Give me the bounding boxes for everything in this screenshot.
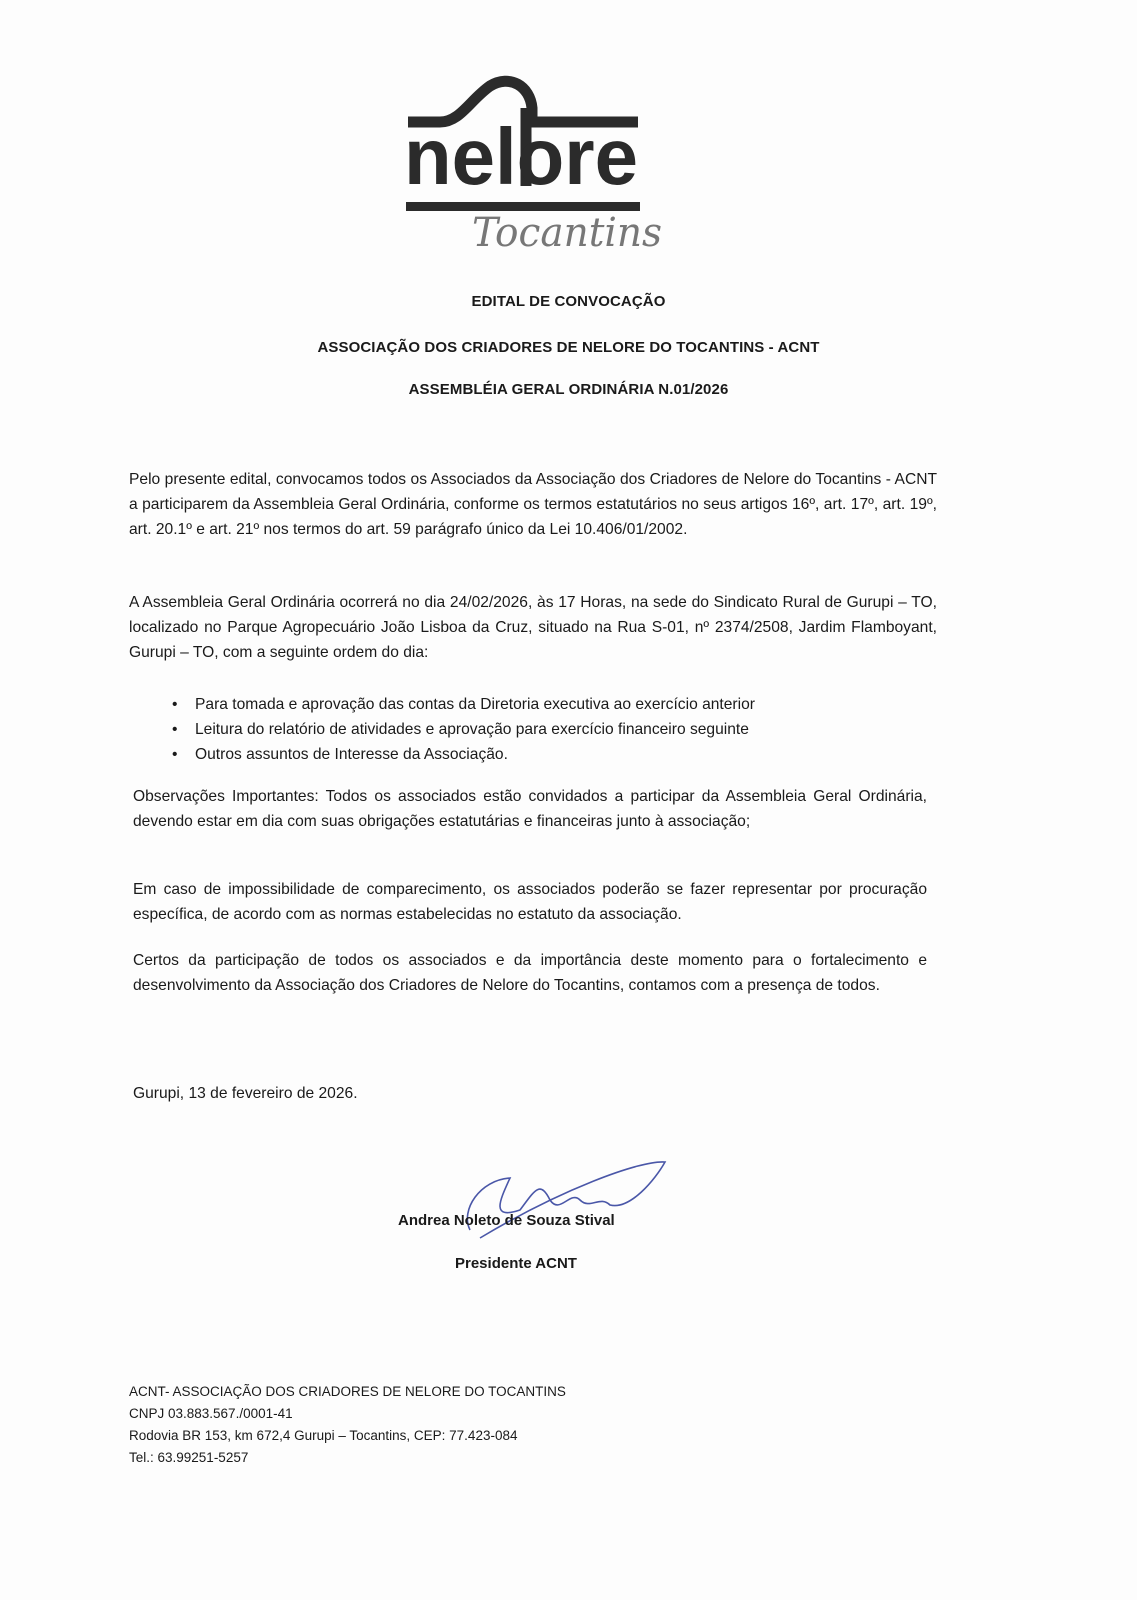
agenda-list xyxy=(150,692,755,767)
assembly-title: ASSEMBLÉIA GERAL ORDINÁRIA N.01/2026 xyxy=(408,381,729,398)
agenda-item: • Outros assuntos de Interesse da Associação. xyxy=(150,742,755,767)
date-line: Gurupi, 13 de fevereiro de 2026. xyxy=(133,1085,358,1102)
footer-contact xyxy=(129,1381,566,1469)
notice-title: EDITAL DE CONVOCAÇÃO xyxy=(471,293,666,310)
footer-phone: Tel.: 63.99251-5257 xyxy=(129,1450,249,1465)
signatory-role: Presidente ACNT xyxy=(455,1255,577,1272)
nelore-tocantins-logo xyxy=(400,66,670,256)
agenda-item: • Para tomada e aprovação das contas da Diretoria executiva ao exercício anterior xyxy=(150,692,755,717)
footer-organization: ACNT- ASSOCIAÇÃO DOS CRIADORES DE NELORE DO TOCANTINS xyxy=(129,1384,566,1399)
paragraph-observations: Observações Importantes: Todos os associados estão convidados a participar da Assembleia Geral Ordinária, devendo estar em dia com suas obrigações estatutárias e financeiras junto à associação; xyxy=(133,788,927,830)
paragraph-representation: Em caso de impossibilidade de comparecimento, os associados poderão se fazer representar por procuração específica, de acordo com as normas estabelecidas no estatuto da associação. xyxy=(133,881,927,923)
agenda-item: • Leitura do relatório de atividades e aprovação para exercício financeiro seguinte xyxy=(150,717,755,742)
signatory-name: Andrea Noleto de Souza Stival xyxy=(398,1212,615,1229)
paragraph-meeting-details: A Assembleia Geral Ordinária ocorrerá no dia 24/02/2026, às 17 Horas, na sede do Sindicato Rural de Gurupi – TO, localizado no Parque Agropecuário João Lisboa da Cruz, situado na Rua S-01, nº 2374/2508, Jardim Flamboyant, Gurupi – TO, com a seguinte ordem do dia: xyxy=(129,594,937,661)
svg-text:nelore: nelore xyxy=(404,112,638,201)
footer-cnpj: CNPJ 03.883.567./0001-41 xyxy=(129,1406,293,1421)
paragraph-convocation: Pelo presente edital, convocamos todos os Associados da Associação dos Criadores de Nelore do Tocantins - ACNT a participarem da Assembleia Geral Ordinária, conforme os termos estatutários no seus artigos 16º, art. 17º, art. 19º, art. 20.1º e art. 21º nos termos do art. 59 parágrafo único da Lei 10.406/01/2002. xyxy=(129,471,937,538)
svg-text:Tocantins: Tocantins xyxy=(472,210,662,256)
association-title: ASSOCIAÇÃO DOS CRIADORES DE NELORE DO TOCANTINS - ACNT xyxy=(317,339,820,356)
footer-address: Rodovia BR 153, km 672,4 Gurupi – Tocantins, CEP: 77.423-084 xyxy=(129,1428,518,1443)
paragraph-closing: Certos da participação de todos os associados e da importância deste momento para o fortalecimento e desenvolvimento da Associação dos Criadores de Nelore do Tocantins, contamos com a presença de todos. xyxy=(133,952,927,994)
